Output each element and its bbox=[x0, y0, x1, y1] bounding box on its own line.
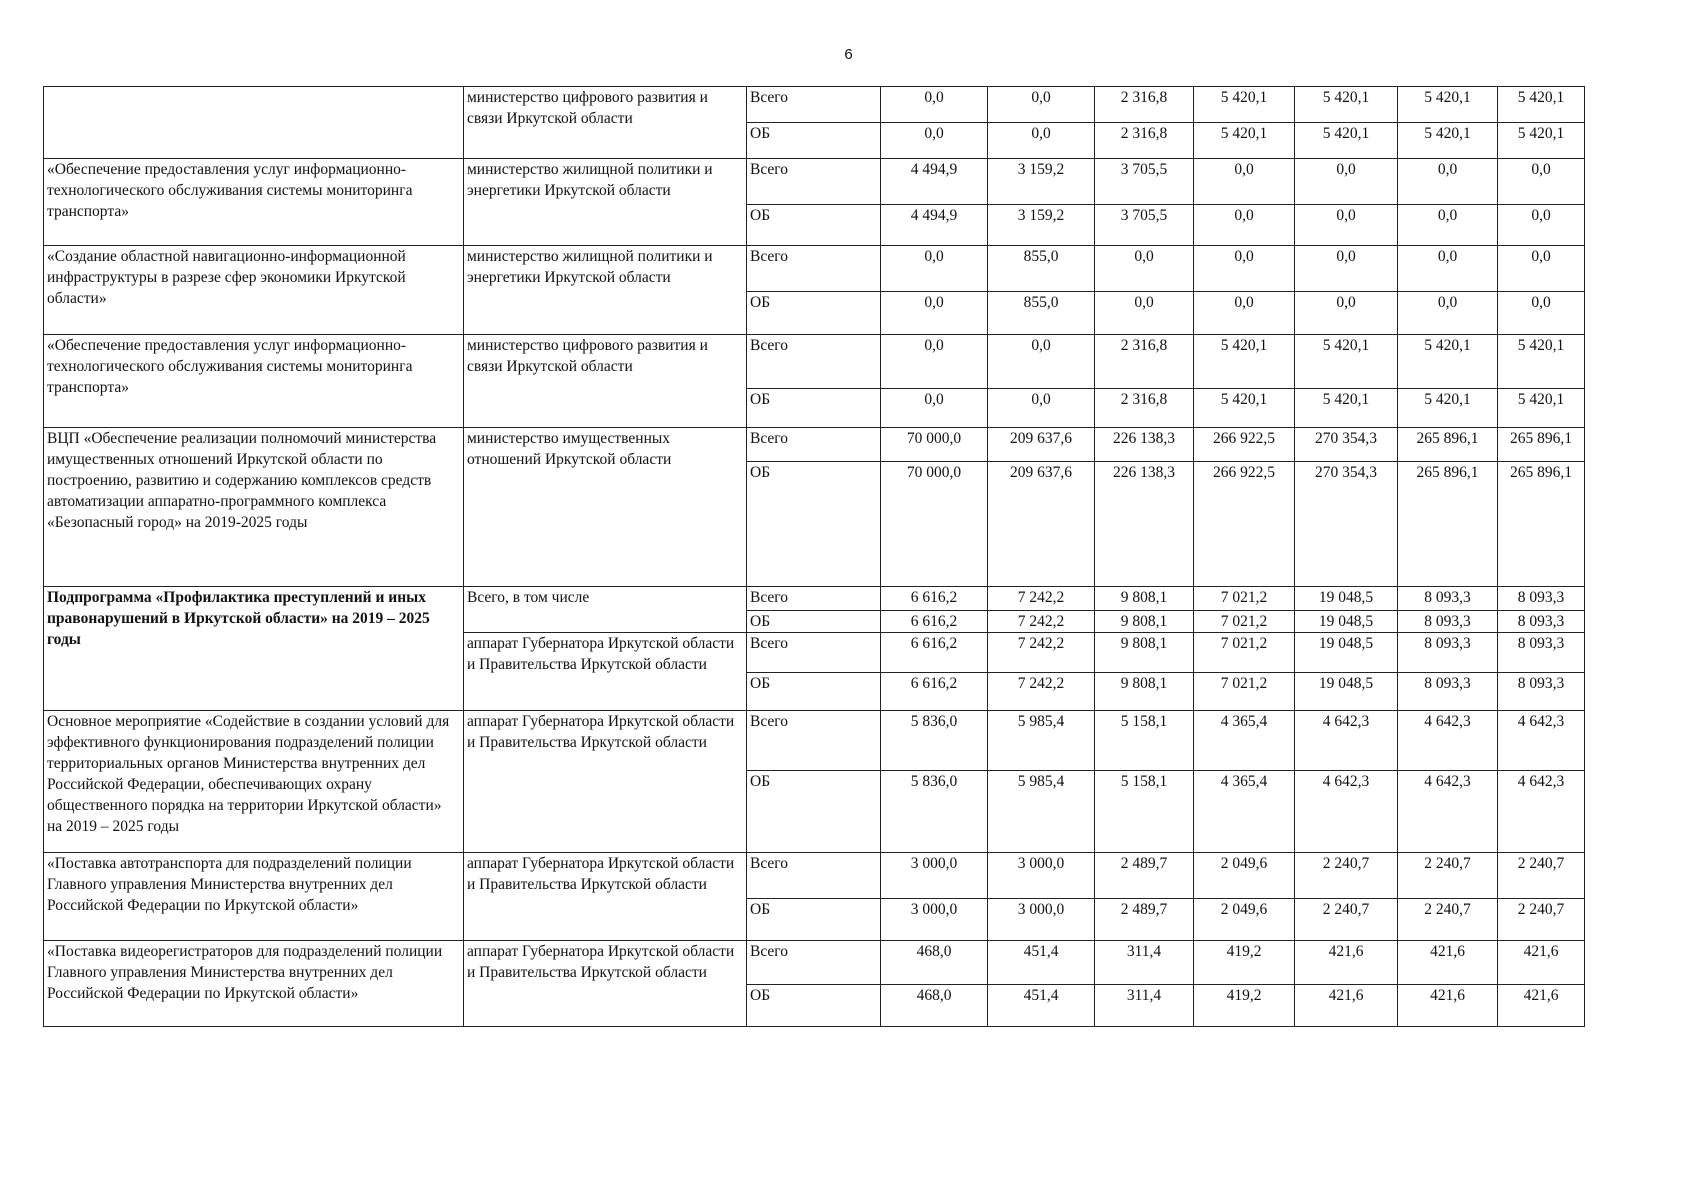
value-cell: 266 922,5 bbox=[1194, 428, 1295, 462]
funding-type-total: Всего bbox=[747, 853, 881, 899]
value-cell: 2 240,7 bbox=[1398, 853, 1498, 899]
table-row bbox=[44, 941, 1585, 985]
funding-type-total: Всего bbox=[747, 335, 881, 389]
funding-type-total: Всего bbox=[747, 633, 881, 673]
value-cell: 0,0 bbox=[988, 123, 1095, 159]
value-cell: 5 985,4 bbox=[988, 771, 1095, 853]
value-cell: 3 000,0 bbox=[881, 853, 988, 899]
value-cell: 265 896,1 bbox=[1498, 462, 1585, 587]
value-cell: 0,0 bbox=[1498, 292, 1585, 335]
funding-type-total: Всего bbox=[747, 711, 881, 771]
value-cell: 0,0 bbox=[1398, 292, 1498, 335]
value-cell: 3 000,0 bbox=[988, 899, 1095, 941]
value-cell: 226 138,3 bbox=[1095, 462, 1194, 587]
value-cell: 19 048,5 bbox=[1295, 633, 1398, 673]
value-cell: 9 808,1 bbox=[1095, 633, 1194, 673]
value-cell: 421,6 bbox=[1398, 941, 1498, 985]
value-cell: 5 420,1 bbox=[1398, 123, 1498, 159]
value-cell: 7 021,2 bbox=[1194, 611, 1295, 633]
value-cell: 0,0 bbox=[1295, 205, 1398, 246]
value-cell: 419,2 bbox=[1194, 941, 1295, 985]
value-cell: 419,2 bbox=[1194, 985, 1295, 1027]
funding-type-ob: ОБ bbox=[747, 899, 881, 941]
value-cell: 421,6 bbox=[1398, 985, 1498, 1027]
value-cell: 855,0 bbox=[988, 246, 1095, 292]
value-cell: 2 489,7 bbox=[1095, 899, 1194, 941]
value-cell: 0,0 bbox=[881, 292, 988, 335]
value-cell: 4 494,9 bbox=[881, 159, 988, 205]
value-cell: 8 093,3 bbox=[1398, 673, 1498, 711]
value-cell: 0,0 bbox=[881, 389, 988, 428]
value-cell: 70 000,0 bbox=[881, 462, 988, 587]
value-cell: 9 808,1 bbox=[1095, 611, 1194, 633]
value-cell: 6 616,2 bbox=[881, 587, 988, 611]
value-cell: 9 808,1 bbox=[1095, 673, 1194, 711]
value-cell: 8 093,3 bbox=[1398, 633, 1498, 673]
value-cell: 7 021,2 bbox=[1194, 633, 1295, 673]
value-cell: 3 705,5 bbox=[1095, 205, 1194, 246]
value-cell: 5 158,1 bbox=[1095, 771, 1194, 853]
value-cell: 4 642,3 bbox=[1398, 771, 1498, 853]
value-cell: 451,4 bbox=[988, 985, 1095, 1027]
value-cell: 0,0 bbox=[1095, 246, 1194, 292]
value-cell: 5 420,1 bbox=[1194, 389, 1295, 428]
value-cell: 2 316,8 bbox=[1095, 335, 1194, 389]
event-cell: ВЦП «Обеспечение реализации полномочий министерства имущественных отношений Иркутской области по построению, развитию и содержанию комплексов средств автоматизации аппаратно-программного комплекса «Безопасный город» на 2019-2025 годы bbox=[44, 428, 464, 587]
subprogram-title-cell: Подпрограмма «Профилактика преступлений и иных правонарушений в Иркутской области» на 2019 – 2025 годы bbox=[44, 587, 464, 711]
value-cell: 4 642,3 bbox=[1498, 771, 1585, 853]
value-cell: 0,0 bbox=[1398, 205, 1498, 246]
value-cell: 0,0 bbox=[1194, 159, 1295, 205]
funding-type-ob: ОБ bbox=[747, 771, 881, 853]
value-cell: 4 365,4 bbox=[1194, 771, 1295, 853]
funding-type-total: Всего bbox=[747, 941, 881, 985]
value-cell: 209 637,6 bbox=[988, 462, 1095, 587]
value-cell: 5 420,1 bbox=[1498, 335, 1585, 389]
value-cell: 7 242,2 bbox=[988, 633, 1095, 673]
event-cell: «Поставка видеорегистраторов для подразделений полиции Главного управления Министерства внутренних дел Российской Федерации по Иркутской области» bbox=[44, 941, 464, 1027]
value-cell: 855,0 bbox=[988, 292, 1095, 335]
value-cell: 0,0 bbox=[881, 335, 988, 389]
value-cell: 2 316,8 bbox=[1095, 123, 1194, 159]
value-cell: 5 420,1 bbox=[1295, 335, 1398, 389]
value-cell: 70 000,0 bbox=[881, 428, 988, 462]
executor-cell: аппарат Губернатора Иркутской области и Правительства Иркутской области bbox=[464, 633, 747, 711]
value-cell: 4 642,3 bbox=[1295, 711, 1398, 771]
value-cell: 4 365,4 bbox=[1194, 711, 1295, 771]
value-cell: 5 836,0 bbox=[881, 711, 988, 771]
value-cell: 2 489,7 bbox=[1095, 853, 1194, 899]
value-cell: 6 616,2 bbox=[881, 633, 988, 673]
funding-type-total: Всего bbox=[747, 159, 881, 205]
funding-type-ob: ОБ bbox=[747, 611, 881, 633]
value-cell: 0,0 bbox=[1295, 246, 1398, 292]
value-cell: 2 240,7 bbox=[1498, 853, 1585, 899]
value-cell: 209 637,6 bbox=[988, 428, 1095, 462]
value-cell: 3 000,0 bbox=[988, 853, 1095, 899]
table-row bbox=[44, 428, 1585, 462]
value-cell: 5 420,1 bbox=[1498, 389, 1585, 428]
value-cell: 6 616,2 bbox=[881, 611, 988, 633]
value-cell: 468,0 bbox=[881, 941, 988, 985]
value-cell: 2 049,6 bbox=[1194, 899, 1295, 941]
value-cell: 421,6 bbox=[1295, 985, 1398, 1027]
value-cell: 2 240,7 bbox=[1398, 899, 1498, 941]
funding-type-ob: ОБ bbox=[747, 205, 881, 246]
executor-cell: Всего, в том числе bbox=[464, 587, 747, 633]
value-cell: 0,0 bbox=[1194, 205, 1295, 246]
page-number: 6 bbox=[844, 46, 853, 63]
value-cell: 421,6 bbox=[1295, 941, 1398, 985]
table-row bbox=[44, 711, 1585, 771]
value-cell: 2 240,7 bbox=[1498, 899, 1585, 941]
value-cell: 8 093,3 bbox=[1498, 611, 1585, 633]
value-cell: 0,0 bbox=[881, 246, 988, 292]
value-cell: 0,0 bbox=[1295, 159, 1398, 205]
value-cell: 8 093,3 bbox=[1398, 611, 1498, 633]
executor-cell: министерство цифрового развития и связи Иркутской области bbox=[464, 87, 747, 159]
value-cell: 5 420,1 bbox=[1498, 87, 1585, 123]
value-cell: 270 354,3 bbox=[1295, 428, 1398, 462]
value-cell: 0,0 bbox=[1295, 292, 1398, 335]
value-cell: 3 159,2 bbox=[988, 205, 1095, 246]
value-cell: 2 049,6 bbox=[1194, 853, 1295, 899]
value-cell: 5 158,1 bbox=[1095, 711, 1194, 771]
value-cell: 5 420,1 bbox=[1295, 389, 1398, 428]
value-cell: 4 642,3 bbox=[1295, 771, 1398, 853]
value-cell: 8 093,3 bbox=[1398, 587, 1498, 611]
value-cell: 2 316,8 bbox=[1095, 87, 1194, 123]
value-cell: 0,0 bbox=[881, 87, 988, 123]
value-cell: 0,0 bbox=[1398, 159, 1498, 205]
funding-type-total: Всего bbox=[747, 587, 881, 611]
value-cell: 5 420,1 bbox=[1398, 87, 1498, 123]
value-cell: 6 616,2 bbox=[881, 673, 988, 711]
value-cell: 5 420,1 bbox=[1194, 335, 1295, 389]
value-cell: 4 642,3 bbox=[1398, 711, 1498, 771]
value-cell: 7 021,2 bbox=[1194, 673, 1295, 711]
value-cell: 5 420,1 bbox=[1398, 335, 1498, 389]
value-cell: 0,0 bbox=[988, 87, 1095, 123]
table-row bbox=[44, 87, 1585, 123]
value-cell: 421,6 bbox=[1498, 985, 1585, 1027]
value-cell: 0,0 bbox=[1194, 292, 1295, 335]
value-cell: 5 420,1 bbox=[1295, 123, 1398, 159]
value-cell: 265 896,1 bbox=[1498, 428, 1585, 462]
value-cell: 2 316,8 bbox=[1095, 389, 1194, 428]
value-cell: 0,0 bbox=[1498, 159, 1585, 205]
value-cell: 19 048,5 bbox=[1295, 611, 1398, 633]
value-cell: 2 240,7 bbox=[1295, 899, 1398, 941]
value-cell: 0,0 bbox=[881, 123, 988, 159]
value-cell: 3 000,0 bbox=[881, 899, 988, 941]
event-cell: Основное мероприятие «Содействие в создании условий для эффективного функционирования подразделений полиции территориальных органов Министерства внутренних дел Российской Федерации, обеспечивающих охрану общественного порядка на территории Иркутской области» на 2019 – 2025 годы bbox=[44, 711, 464, 853]
value-cell: 8 093,3 bbox=[1498, 673, 1585, 711]
value-cell: 2 240,7 bbox=[1295, 853, 1398, 899]
event-cell bbox=[44, 87, 464, 159]
value-cell: 5 420,1 bbox=[1194, 123, 1295, 159]
value-cell: 4 642,3 bbox=[1498, 711, 1585, 771]
value-cell: 19 048,5 bbox=[1295, 587, 1398, 611]
value-cell: 468,0 bbox=[881, 985, 988, 1027]
table-row bbox=[44, 335, 1585, 389]
value-cell: 8 093,3 bbox=[1498, 587, 1585, 611]
value-cell: 311,4 bbox=[1095, 985, 1194, 1027]
value-cell: 226 138,3 bbox=[1095, 428, 1194, 462]
executor-cell: аппарат Губернатора Иркутской области и Правительства Иркутской области bbox=[464, 941, 747, 1027]
value-cell: 0,0 bbox=[988, 335, 1095, 389]
value-cell: 5 420,1 bbox=[1295, 87, 1398, 123]
value-cell: 311,4 bbox=[1095, 941, 1194, 985]
funding-type-ob: ОБ bbox=[747, 292, 881, 335]
table-row bbox=[44, 587, 1585, 611]
value-cell: 451,4 bbox=[988, 941, 1095, 985]
budget-table bbox=[43, 86, 1585, 1027]
value-cell: 19 048,5 bbox=[1295, 673, 1398, 711]
value-cell: 8 093,3 bbox=[1498, 633, 1585, 673]
table-row bbox=[44, 246, 1585, 292]
value-cell: 4 494,9 bbox=[881, 205, 988, 246]
value-cell: 3 159,2 bbox=[988, 159, 1095, 205]
funding-type-ob: ОБ bbox=[747, 462, 881, 587]
table-row bbox=[44, 853, 1585, 899]
value-cell: 7 021,2 bbox=[1194, 587, 1295, 611]
executor-cell: министерство жилищной политики и энергетики Иркутской области bbox=[464, 159, 747, 246]
value-cell: 9 808,1 bbox=[1095, 587, 1194, 611]
funding-type-ob: ОБ bbox=[747, 389, 881, 428]
value-cell: 7 242,2 bbox=[988, 673, 1095, 711]
value-cell: 265 896,1 bbox=[1398, 428, 1498, 462]
value-cell: 7 242,2 bbox=[988, 587, 1095, 611]
value-cell: 5 985,4 bbox=[988, 711, 1095, 771]
executor-cell: аппарат Губернатора Иркутской области и Правительства Иркутской области bbox=[464, 853, 747, 941]
event-cell: «Создание областной навигационно-информационной инфраструктуры в разрезе сфер экономики Иркутской области» bbox=[44, 246, 464, 335]
value-cell: 0,0 bbox=[988, 389, 1095, 428]
value-cell: 5 420,1 bbox=[1194, 87, 1295, 123]
table-body bbox=[44, 87, 1585, 1027]
event-cell: «Поставка автотранспорта для подразделений полиции Главного управления Министерства внутренних дел Российской Федерации по Иркутской области» bbox=[44, 853, 464, 941]
funding-type-ob: ОБ bbox=[747, 985, 881, 1027]
event-cell: «Обеспечение предоставления услуг информационно-технологического обслуживания системы мониторинга транспорта» bbox=[44, 335, 464, 428]
value-cell: 266 922,5 bbox=[1194, 462, 1295, 587]
value-cell: 0,0 bbox=[1095, 292, 1194, 335]
executor-cell: министерство имущественных отношений Иркутской области bbox=[464, 428, 747, 587]
value-cell: 5 420,1 bbox=[1398, 389, 1498, 428]
funding-type-total: Всего bbox=[747, 428, 881, 462]
value-cell: 0,0 bbox=[1498, 246, 1585, 292]
event-cell: «Обеспечение предоставления услуг информационно-технологического обслуживания системы мониторинга транспорта» bbox=[44, 159, 464, 246]
funding-type-total: Всего bbox=[747, 87, 881, 123]
executor-cell: министерство жилищной политики и энергетики Иркутской области bbox=[464, 246, 747, 335]
value-cell: 270 354,3 bbox=[1295, 462, 1398, 587]
value-cell: 421,6 bbox=[1498, 941, 1585, 985]
value-cell: 0,0 bbox=[1498, 205, 1585, 246]
value-cell: 7 242,2 bbox=[988, 611, 1095, 633]
value-cell: 0,0 bbox=[1398, 246, 1498, 292]
value-cell: 265 896,1 bbox=[1398, 462, 1498, 587]
value-cell: 3 705,5 bbox=[1095, 159, 1194, 205]
funding-type-ob: ОБ bbox=[747, 673, 881, 711]
funding-type-ob: ОБ bbox=[747, 123, 881, 159]
value-cell: 5 420,1 bbox=[1498, 123, 1585, 159]
executor-cell: аппарат Губернатора Иркутской области и Правительства Иркутской области bbox=[464, 711, 747, 853]
value-cell: 5 836,0 bbox=[881, 771, 988, 853]
funding-type-total: Всего bbox=[747, 246, 881, 292]
executor-cell: министерство цифрового развития и связи Иркутской области bbox=[464, 335, 747, 428]
value-cell: 0,0 bbox=[1194, 246, 1295, 292]
table-row bbox=[44, 159, 1585, 205]
